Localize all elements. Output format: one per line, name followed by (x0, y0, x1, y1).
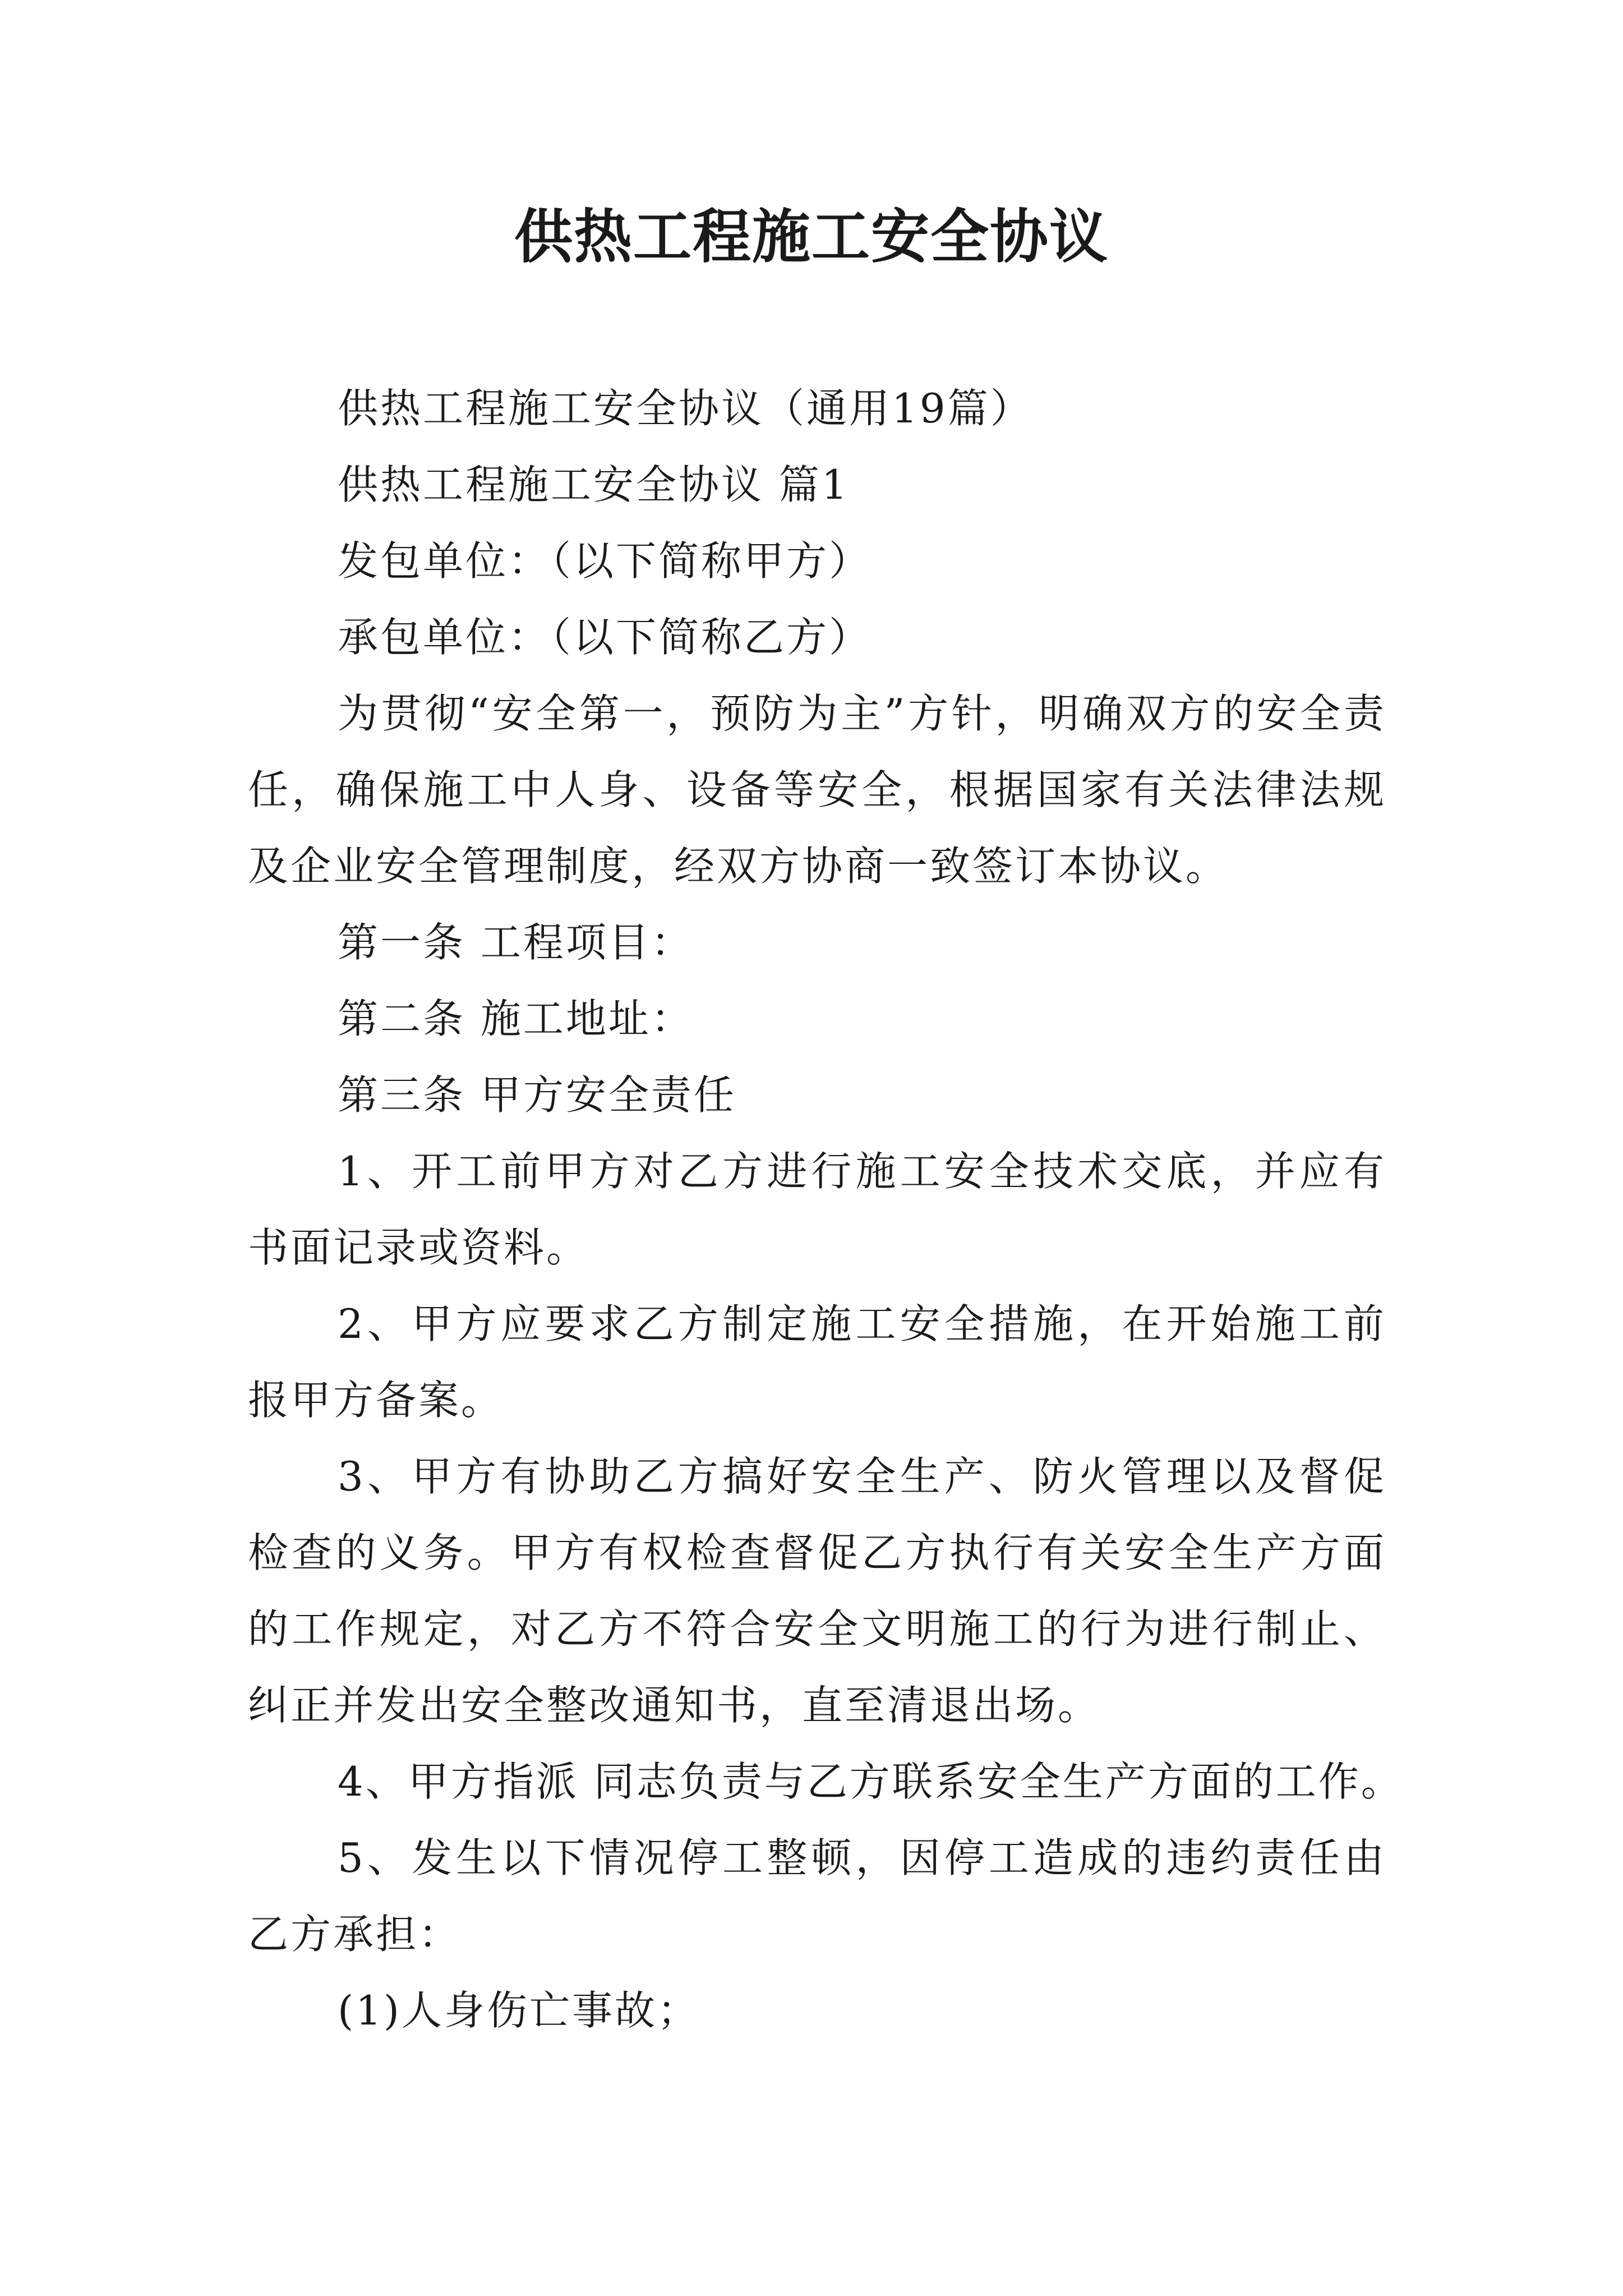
paragraph-item-5: 5、发生以下情况停工整顿，因停工造成的违约责任由乙方承担： (248, 1834, 1386, 1958)
paragraph-item-1: 1、开工前甲方对乙方进行施工安全技术交底，并应有书面记录或资料。 (248, 1148, 1386, 1271)
document-body (248, 370, 1404, 2049)
paragraph-employer: 发包单位：（以下简称甲方） (338, 537, 872, 585)
paragraph-article-2: 第二条 施工地址： (338, 995, 694, 1042)
paragraph-item-3: 3、甲方有协助乙方搞好安全生产、防火管理以及督促检查的义务。甲方有权检查督促乙方执行有关安全生产方面的工作规定，对乙方不符合安全文明施工的行为进行制止、纠正并发出安全整改通知书，直至清退出场。 (248, 1453, 1386, 1729)
paragraph-contractor: 承包单位：（以下简称乙方） (338, 614, 872, 661)
paragraph-item-4: 4、甲方指派 同志负责与乙方联系安全生产方面的工作。 (338, 1758, 1404, 1805)
paragraph-subtitle: 供热工程施工安全协议（通用19篇） (338, 385, 1033, 432)
paragraph-article-3: 第三条 甲方安全责任 (338, 1071, 736, 1119)
paragraph-section-heading: 供热工程施工安全协议 篇1 (338, 461, 850, 508)
document-title: 供热工程施工安全协议 (514, 202, 1109, 271)
paragraph-item-5-1: (1)人身伤亡事故； (338, 1987, 700, 2034)
paragraph-article-1: 第一条 工程项目： (338, 919, 694, 966)
paragraph-preamble: 为贯彻“安全第一，预防为主”方针，明确双方的安全责任，确保施工中人身、设备等安全，根据国家有关法律法规及企业安全管理制度，经双方协商一致签订本协议。 (248, 690, 1386, 890)
paragraph-item-2: 2、甲方应要求乙方制定施工安全措施，在开始施工前报甲方备案。 (248, 1300, 1386, 1424)
